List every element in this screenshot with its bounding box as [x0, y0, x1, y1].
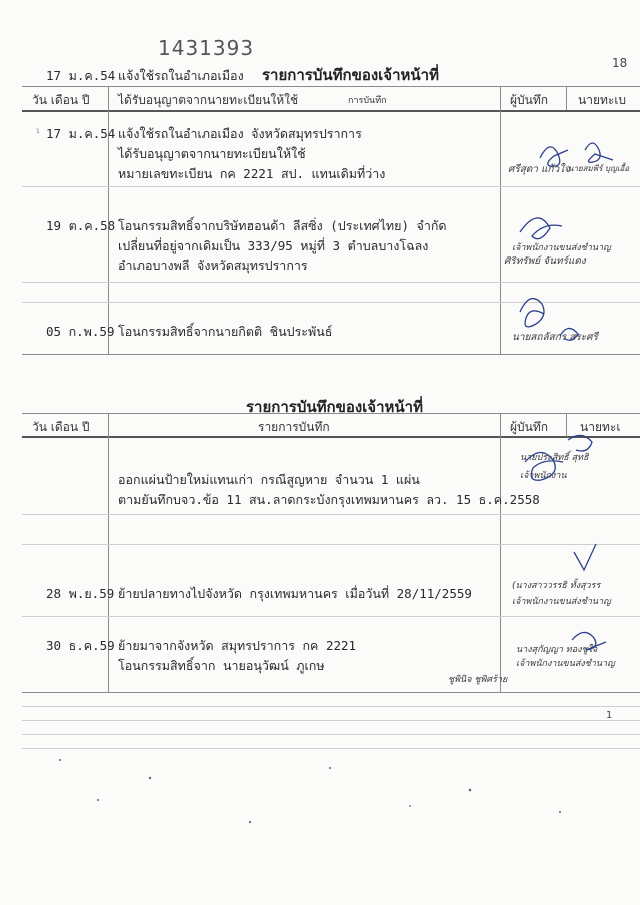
table1-row2-recorder: ศิริทรัพย์ จันทร์แดง	[504, 256, 586, 267]
top-line-text: แจ้งใช้รถในอำเภอเมือง	[118, 68, 244, 83]
speck-4	[469, 789, 472, 792]
table1-row3-recorder: นายสถลัสกร สระศรี	[512, 332, 598, 343]
table1-row1-line2: ได้รับอนุญาตจากนายทะเบียนให้ใช้	[118, 146, 306, 161]
speck-5	[559, 811, 561, 813]
table2-row3-date: 30 ธ.ค.59	[46, 638, 115, 653]
section-title-top: รายการบันทึกของเจ้าหน้าที่	[262, 66, 439, 84]
signature-scribble-4	[520, 299, 544, 327]
table1-row3-line1: โอนกรรมสิทธิ์จากนายกิตติ ชินประพันธ์	[118, 324, 333, 339]
speck-3	[329, 767, 331, 769]
speck-8	[97, 799, 99, 801]
table2-row3-line2: โอนกรรมสิทธิ์จาก นายอนุวัฒน์ ภูเกษ	[118, 658, 325, 673]
signature-scribble-9	[572, 632, 606, 650]
table1-header-date: วัน เดือน ปี	[32, 93, 90, 107]
table2-row3-line1: ย้ายมาจากจังหวัด สมุทรปราการ กค 2221	[118, 638, 357, 653]
signature-scribble-3	[520, 218, 562, 239]
table2-header-registrar: นายทะเ	[580, 420, 621, 434]
table1-row1-line3: หมายเลขทะเบียน กค 2221 สป. แทนเดิมที่ว่าง	[118, 166, 386, 181]
table2-header-item: รายการบันทึก	[258, 420, 330, 434]
table2-row1-recorder-title: เจ้าพนักงาน	[520, 471, 567, 481]
page-number: 18	[612, 56, 628, 70]
table1-header-registrar: นายทะเบ	[578, 93, 627, 107]
table1-header-item-suffix: การบันทึก	[348, 96, 387, 106]
table2-row3-recorder-title: เจ้าพนักงานขนส่งชำนาญ	[516, 659, 615, 669]
document-page: 1431393 18 17 ม.ค.54 แจ้งใช้รถในอำเภอเมือง รายการบันทึกของเจ้าหน้าที่ วัน เดือน ปี ได้รับอนุญาตจากนายทะเบียนให้ใช้ การบันทึก ผู้บันทึก นายทะเบ 1 17 ม.ค.54 แจ้งใช้รถในอำเภอเมือง จังหวัดสมุทรปราการ ได้รับอนุญาตจากนายทะเบียนให้ใช้ หมายเลขทะเบียน กค 2221 สป. แทนเดิมที่ว่าง ศรีสุดา แก้วใจ นายสมพีร์ บุญเอื้อ 19 ต.ค.58 โอนกรรมสิทธิ์จากบริษัทฮอนด้า ลีสซิ่ง (ประเทศไทย) จำกัด เปลี่ยนที่อยู่จากเดิมเป็น 333/95 หมู่ที่ 3 ตำบลบางโฉลง อำเภอบางพลี จังหวัดสมุทรปราการ เจ้าพนักงานขนส่งชำนาญ ศิริทรัพย์ จันทร์แดง 05 ก.พ.59 โอนกรรมสิทธิ์จากนายกิตติ ชินประพันธ์ นายสถลัสกร สระศรี รายการบันทึกของเจ้าหน้าที่ วัน เดือน ปี รายการบันทึก ผู้บันทึก นายทะเ ออกแผ่นป้ายใหม่แทนเก่า กรณีสูญหาย จำนวน 1 แผ่น ตามยันทึกบจว.ข้อ 11 สน.ลาดกระบังกรุงเทพมหานคร ลว. 15 ธ.ค.2558 นายประสิทธิ์ สุทธิ เจ้าพนักงาน 28 พ.ย.59 ย้ายปลายทางไปจังหวัด กรุงเทพมหานคร เมื่อวันที่ 28/11/2559 (นางสาววรรธิ ทั้งสุวรร เจ้าพนักงานขนส่งชำนาญ 30 ธ.ค.59 ย้ายมาจากจังหวัด สมุทรปราการ กค 2221 โอนกรรมสิทธิ์จาก นายอนุวัฒน์ ภูเกษ นางสุกัญญา ทองชูใจ เจ้าพนักงานขนส่งชำนาญ ชูพินิจ ชูพิศร้าย 1	[0, 0, 640, 905]
table2-row3-recorder: นางสุกัญญา ทองชูใจ	[516, 645, 598, 655]
table1-row2-line1: โอนกรรมสิทธิ์จากบริษัทฮอนด้า ลีสซิ่ง (ประเทศไทย) จำกัด	[118, 218, 447, 233]
table2-row1-recorder: นายประสิทธิ์ สุทธิ	[520, 453, 589, 463]
signature-scribble-1	[540, 147, 568, 166]
table2-row2-recorder-title: เจ้าพนักงานขนส่งชำนาญ	[512, 597, 611, 607]
top-line-date: 17 ม.ค.54	[46, 68, 116, 83]
table2-row1-line2: ตามยันทึกบจว.ข้อ 11 สน.ลาดกระบังกรุงเทพมหานคร ลว. 15 ธ.ค.2558	[118, 492, 540, 507]
table2-row2-line1: ย้ายปลายทางไปจังหวัด กรุงเทพมหานคร เมื่อวันที่ 28/11/2559	[118, 586, 472, 601]
signature-scribble-8	[574, 544, 596, 570]
table1-header-recorder: ผู้บันทึก	[510, 93, 549, 107]
table1-row3-date: 05 ก.พ.59	[46, 324, 115, 339]
table2-title: รายการบันทึกของเจ้าหน้าที่	[246, 398, 423, 416]
table1-row2-line2: เปลี่ยนที่อยู่จากเดิมเป็น 333/95 หมู่ที่ 3 ตำบลบางโฉลง	[118, 238, 429, 253]
table1-row2-date: 19 ต.ค.58	[46, 218, 116, 233]
table2-row1-line1: ออกแผ่นป้ายใหม่แทนเก่า กรณีสูญหาย จำนวน 1 แผ่น	[118, 472, 420, 487]
speck-1	[59, 759, 61, 761]
table2-header-recorder: ผู้บันทึก	[510, 420, 549, 434]
table2-header-date: วัน เดือน ปี	[32, 420, 90, 434]
signature-scribble-5	[560, 328, 578, 340]
speck-6	[249, 821, 251, 823]
speck-7	[409, 805, 411, 807]
table1-row1-recorder: ศรีสุดา แก้วใจ	[508, 164, 570, 175]
table1-row1-date: 17 ม.ค.54	[46, 126, 116, 141]
bottom-page-mark: 1	[606, 710, 613, 721]
table2-row2-date: 28 พ.ย.59	[46, 586, 115, 601]
signature-scribble-2	[585, 143, 613, 162]
signature-scribble-6	[525, 452, 563, 480]
table1-row2-line3: อำเภอบางพลี จังหวัดสมุทรปราการ	[118, 258, 308, 273]
table1-header-item: ได้รับอนุญาตจากนายทะเบียนให้ใช้	[118, 93, 299, 107]
speck-2	[149, 777, 151, 779]
handwritten-file-number: 1431393	[158, 36, 255, 60]
table1-row1-line1: แจ้งใช้รถในอำเภอเมือง จังหวัดสมุทรปราการ	[118, 126, 362, 141]
table1-row2-recorder-title: เจ้าพนักงานขนส่งชำนาญ	[512, 243, 611, 253]
table1-row1-registrar: นายสมพีร์ บุญเอื้อ	[568, 164, 630, 173]
signature-scribble-7	[568, 435, 592, 451]
table2-row3-extra-signature: ชูพินิจ ชูพิศร้าย	[448, 675, 508, 685]
table2-row2-recorder: (นางสาววรรธิ ทั้งสุวรร	[512, 581, 601, 591]
